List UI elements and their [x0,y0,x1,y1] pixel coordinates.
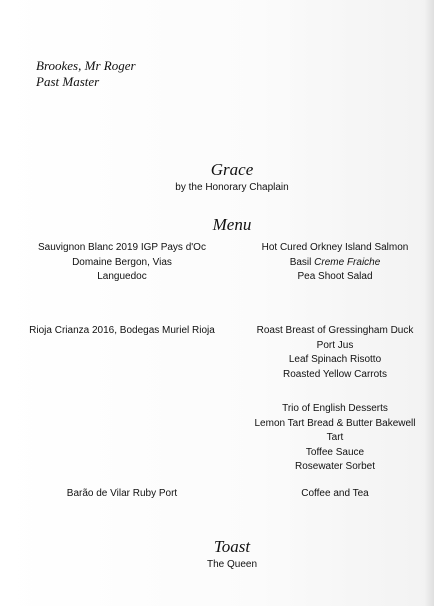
food-line: Pea Shoot Salad [297,271,373,282]
wine-line: Rioja Crianza 2016, Bodegas Muriel Rioja [29,325,215,336]
grace-by: by the Honorary Chaplain [175,182,289,193]
wine-line: Barão de Vilar Ruby Port [66,488,178,499]
food-line: Port Jus [316,339,354,351]
food-line: Roasted Yellow Carrots [283,368,387,380]
menu-heading: Menu [212,215,252,234]
food-line: Trio of English Desserts [282,403,388,414]
wine-course-4 [22,487,222,502]
food-course-3 [235,402,434,475]
food-course-4 [235,487,434,502]
wine-line: Domaine Bergon, Vias [72,256,172,268]
wine-course-1 [22,241,222,285]
food-course-1 [235,241,434,285]
guest-name: Brookes, Mr Roger [36,58,136,73]
food-basil-italic: Creme Fraiche [314,256,381,268]
food-line: Roast Breast of Gressingham Duck [256,325,414,336]
guest-title: Past Master [36,74,100,89]
wine-line: Languedoc [97,271,147,282]
food-line: Leaf Spinach Risotto [288,354,382,365]
guest-block [36,58,136,90]
food-line: Toffee Sauce [305,446,365,458]
food-line: Coffee and Tea [301,488,369,499]
food-course-2 [235,324,434,382]
wine-line: Sauvignon Blanc 2019 IGP Pays d'Oc [38,242,206,253]
toast-heading: Toast [213,537,251,556]
wine-course-2 [22,324,222,339]
grace-heading: Grace [210,160,254,179]
food-line: Lemon Tart Bread & Butter Bakewell [254,417,416,429]
paper-edge-shadow [424,0,434,606]
food-line: Hot Cured Orkney Island Salmon [261,242,409,253]
toast-subject: The Queen [206,559,258,570]
food-line-basil [235,256,434,271]
food-basil-text: Basil [289,256,312,268]
food-line: Tart [326,432,344,443]
food-line: Rosewater Sorbet [294,461,376,472]
